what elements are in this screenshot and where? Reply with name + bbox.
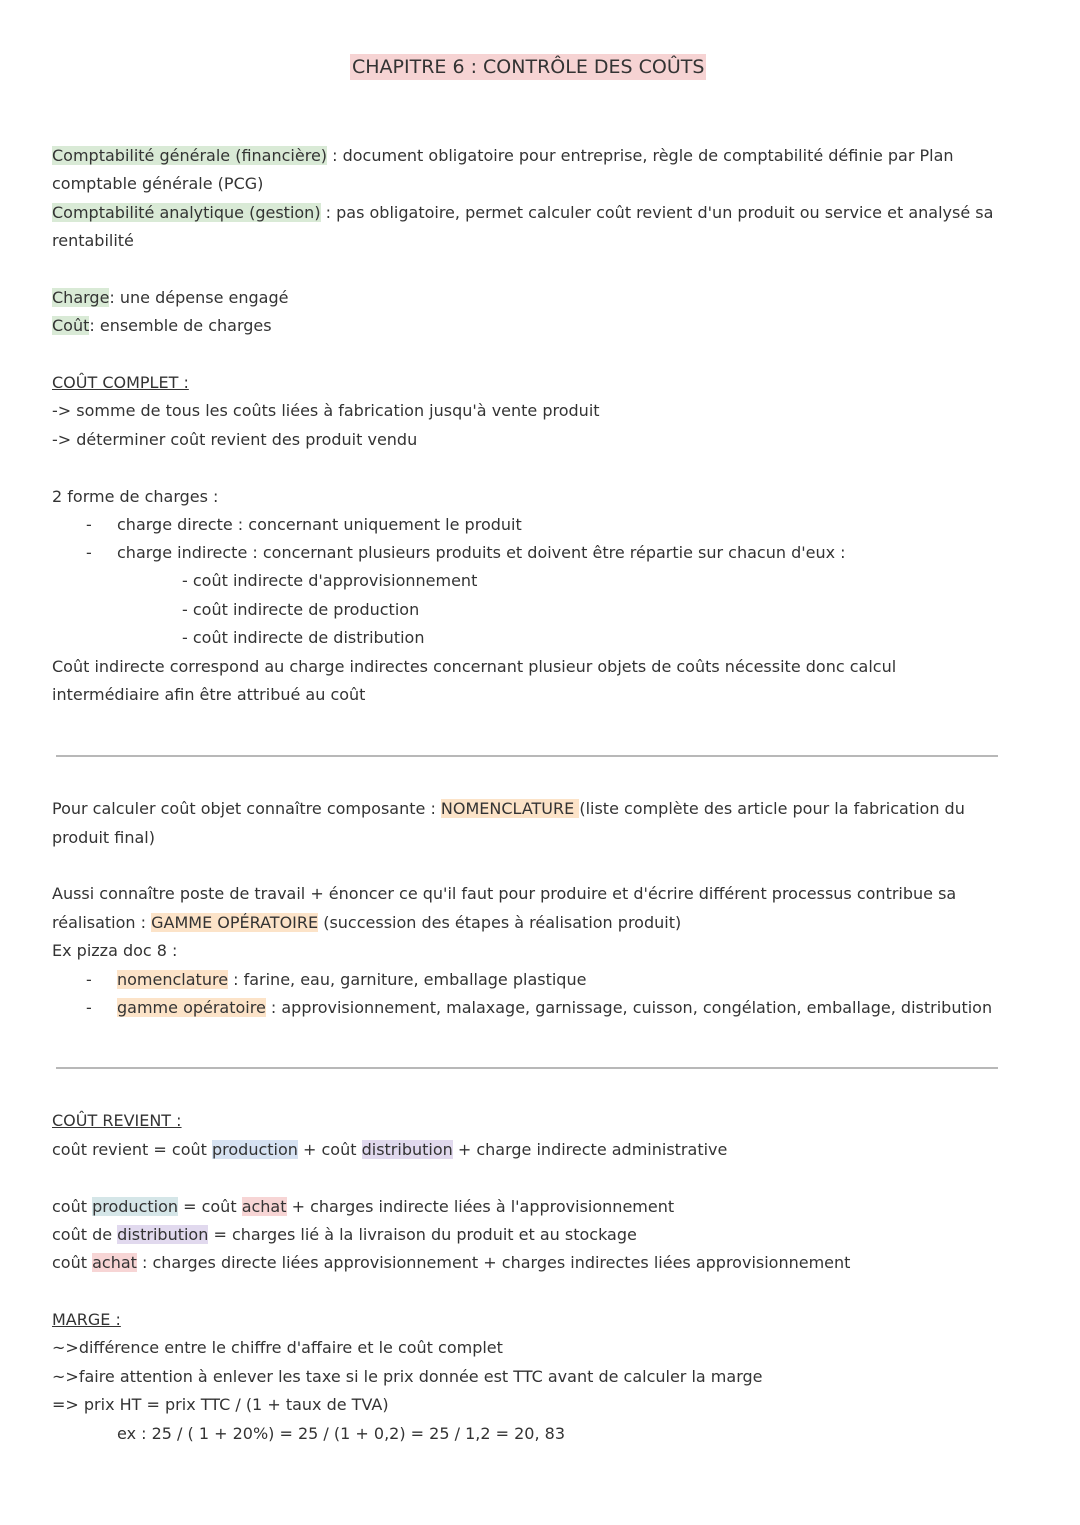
- text-line: ~>différence entre le chiffre d'affaire et le coût complet: [52, 1338, 503, 1357]
- term-gamme-operatoire: gamme opératoire: [117, 998, 266, 1017]
- term-production: production: [212, 1140, 298, 1159]
- text: : approvisionnement, malaxage, garnissage, cuisson, congélation, emballage, distribution: [265, 998, 993, 1017]
- text: coût de: [52, 1225, 118, 1244]
- page-title: CHAPITRE 6 : CONTRÔLE DES COÛTS: [352, 56, 705, 78]
- term-achat: achat: [92, 1253, 137, 1272]
- divider: [56, 1067, 998, 1069]
- term-production: production: [92, 1197, 179, 1216]
- term-distribution: distribution: [361, 1140, 453, 1159]
- nomenclature-line: [52, 799, 965, 819]
- text-line: -> somme de tous les coûts liées à fabrication jusqu'à vente produit: [52, 401, 600, 420]
- text-line: intermédiaire afin être attribué au coût: [52, 685, 366, 704]
- term-cout: Coût: [52, 316, 90, 335]
- def-charge: [52, 288, 288, 308]
- text-line: produit final): [52, 828, 155, 847]
- text: + charge indirecte administrative: [452, 1140, 728, 1159]
- term-comptabilite-analytique: Comptabilité analytique (gestion): [52, 203, 321, 222]
- list-item: charge indirecte : concernant plusieurs produits et doivent être répartie sur chacun d'eux :: [117, 543, 846, 562]
- text: : charges directe liées approvisionnement + charges indirectes liées approvisionnement: [136, 1253, 851, 1272]
- heading-cout-revient: COÛT REVIENT :: [52, 1111, 182, 1130]
- bullet-dash: -: [86, 998, 92, 1017]
- formula-cout-achat: [52, 1253, 850, 1273]
- text: coût: [52, 1253, 93, 1272]
- text-line: 2 forme de charges :: [52, 487, 219, 506]
- example-calc: ex : 25 / ( 1 + 20%) = 25 / (1 + 0,2) = 25 / 1,2 = 20, 83: [117, 1424, 566, 1443]
- divider: [56, 755, 998, 757]
- def-text: : ensemble de charges: [89, 316, 272, 335]
- term-comptabilite-generale: Comptabilité générale (financière): [52, 146, 328, 165]
- formula-cout-revient: [52, 1140, 727, 1160]
- text-line: Coût indirecte correspond au charge indirectes concernant plusieur objets de coûts nécessite donc calcul: [52, 657, 897, 676]
- def-comptabilite-analytique: [52, 203, 993, 223]
- text: = coût: [178, 1197, 242, 1216]
- list-item: [117, 970, 586, 990]
- def-comptabilite-generale: [52, 146, 954, 166]
- text: coût revient = coût: [52, 1140, 212, 1159]
- text-line: -> déterminer coût revient des produit vendu: [52, 430, 418, 449]
- bullet-dash: -: [86, 543, 92, 562]
- heading-cout-complet: COÛT COMPLET :: [52, 373, 189, 392]
- text: Pour calculer coût objet connaître composante :: [52, 799, 441, 818]
- formula-cout-distribution: [52, 1225, 637, 1245]
- text-line: ~>faire attention à enlever les taxe si le prix donnée est TTC avant de calculer la marge: [52, 1367, 763, 1386]
- sub-list-item: - coût indirecte de production: [182, 600, 420, 619]
- formula-prix-ht: => prix HT = prix TTC / (1 + taux de TVA): [52, 1395, 389, 1414]
- bullet-dash: -: [86, 970, 92, 989]
- sub-list-item: - coût indirecte de distribution: [182, 628, 425, 647]
- def-line: comptable générale (PCG): [52, 174, 264, 193]
- def-line: rentabilité: [52, 231, 134, 250]
- sub-list-item: - coût indirecte d'approvisionnement: [182, 571, 478, 590]
- term-achat: achat: [241, 1197, 287, 1216]
- text: réalisation :: [52, 913, 152, 932]
- text: + coût: [297, 1140, 362, 1159]
- text: : farine, eau, garniture, emballage plastique: [228, 970, 587, 989]
- list-item: charge directe : concernant uniquement le produit: [117, 515, 522, 534]
- text-line: Aussi connaître poste de travail + énoncer ce qu'il faut pour produire et d'écrire différent processus contribue sa: [52, 884, 957, 903]
- text: coût: [52, 1197, 93, 1216]
- formula-cout-production: [52, 1197, 674, 1217]
- heading-marge: MARGE :: [52, 1310, 121, 1329]
- term-nomenclature: nomenclature: [117, 970, 229, 989]
- gamme-line: [52, 913, 681, 933]
- text-line: Ex pizza doc 8 :: [52, 941, 178, 960]
- def-text: : une dépense engagé: [109, 288, 289, 307]
- def-cout: [52, 316, 272, 336]
- term-gamme-operatoire: GAMME OPÉRATOIRE: [151, 913, 319, 932]
- bullet-dash: -: [86, 515, 92, 534]
- term-charge: Charge: [52, 288, 110, 307]
- def-text: : pas obligatoire, permet calculer coût revient d'un produit ou service et analysé sa: [325, 203, 994, 222]
- text: + charges indirecte liées à l'approvisionnement: [286, 1197, 675, 1216]
- list-item: [117, 998, 992, 1018]
- text: = charges lié à la livraison du produit et au stockage: [208, 1225, 637, 1244]
- term-distribution: distribution: [117, 1225, 209, 1244]
- term-nomenclature: NOMENCLATURE: [440, 799, 580, 818]
- def-text: : document obligatoire pour entreprise, règle de comptabilité définie par Plan: [332, 146, 954, 165]
- text: (succession des étapes à réalisation produit): [318, 913, 682, 932]
- text: (liste complète des article pour la fabrication du: [579, 799, 965, 818]
